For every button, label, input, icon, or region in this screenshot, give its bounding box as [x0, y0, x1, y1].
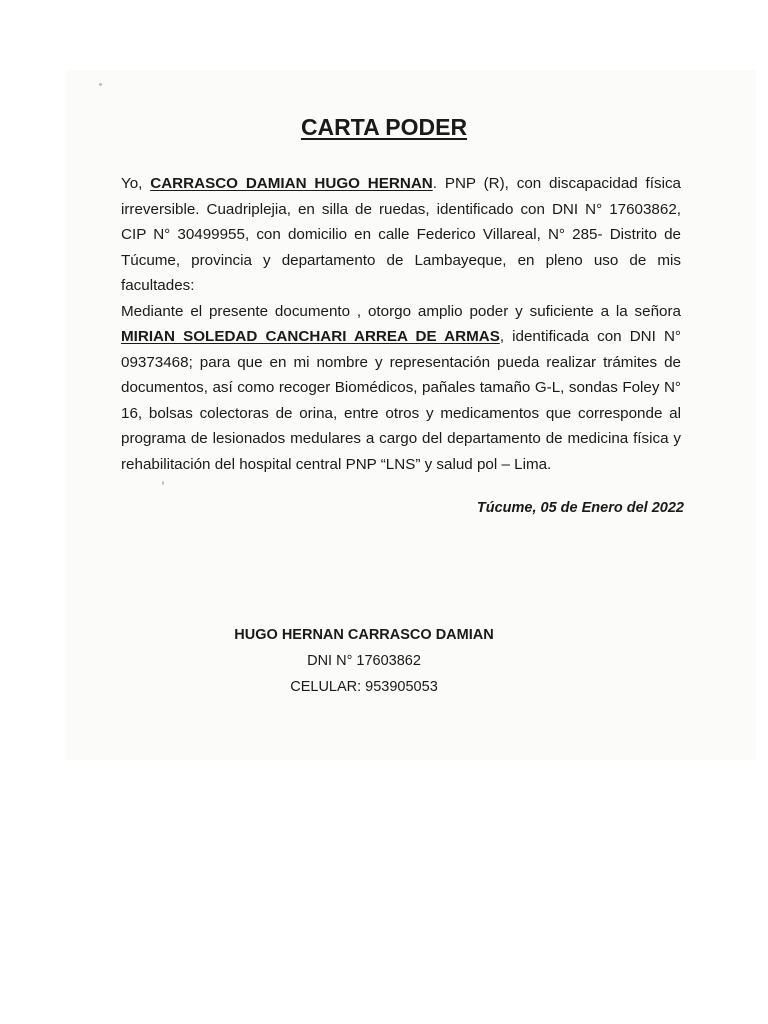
- grant-paragraph: [121, 299, 681, 478]
- grantee-name: MIRIAN SOLEDAD CANCHARI ARREA DE ARMAS: [121, 328, 500, 345]
- scan-speck: [99, 83, 102, 86]
- document-title: CARTA PODER: [300, 114, 468, 140]
- grantor-paragraph: [121, 171, 681, 299]
- signature-block: [0, 622, 728, 700]
- document-body: [121, 171, 681, 477]
- signer-phone: CELULAR: 953905053: [290, 679, 438, 695]
- grantor-name: CARRASCO DAMIAN HUGO HERNAN: [150, 175, 433, 192]
- signer-dni: DNI N° 17603862: [307, 653, 421, 669]
- scan-speck: [162, 481, 164, 485]
- grant-details: , identificada con DNI N° 09373468; para que en mi nombre y representación pueda realizar trámites de documentos, así como recoger Biomédicos, pañales tamaño G-L, sondas Foley N° 16, bolsas colectoras de orina, entre otros y medicamentos que corresponde al programa de lesionados medulares a cargo del departamento de medicina física y rehabilitación del hospital central PNP “LNS” y salud pol – Lima.: [121, 328, 681, 473]
- grantor-intro: Yo,: [121, 175, 151, 192]
- signer-name: HUGO HERNAN CARRASCO DAMIAN: [234, 627, 494, 643]
- grant-intro: Mediante el presente documento , otorgo amplio poder y suficiente a la señora: [121, 302, 681, 320]
- grantor-details: . PNP (R), con discapacidad física irreversible. Cuadriplejia, en silla de ruedas, identificado con DNI N° 17603862, CIP N° 30499955, con domicilio en calle Federico Villareal, N° 285- Distrito de Túcume, provincia y departamento de Lambayeque, en pleno uso de mis facultades:: [121, 175, 681, 294]
- place-date: Túcume, 05 de Enero del 2022: [476, 500, 684, 516]
